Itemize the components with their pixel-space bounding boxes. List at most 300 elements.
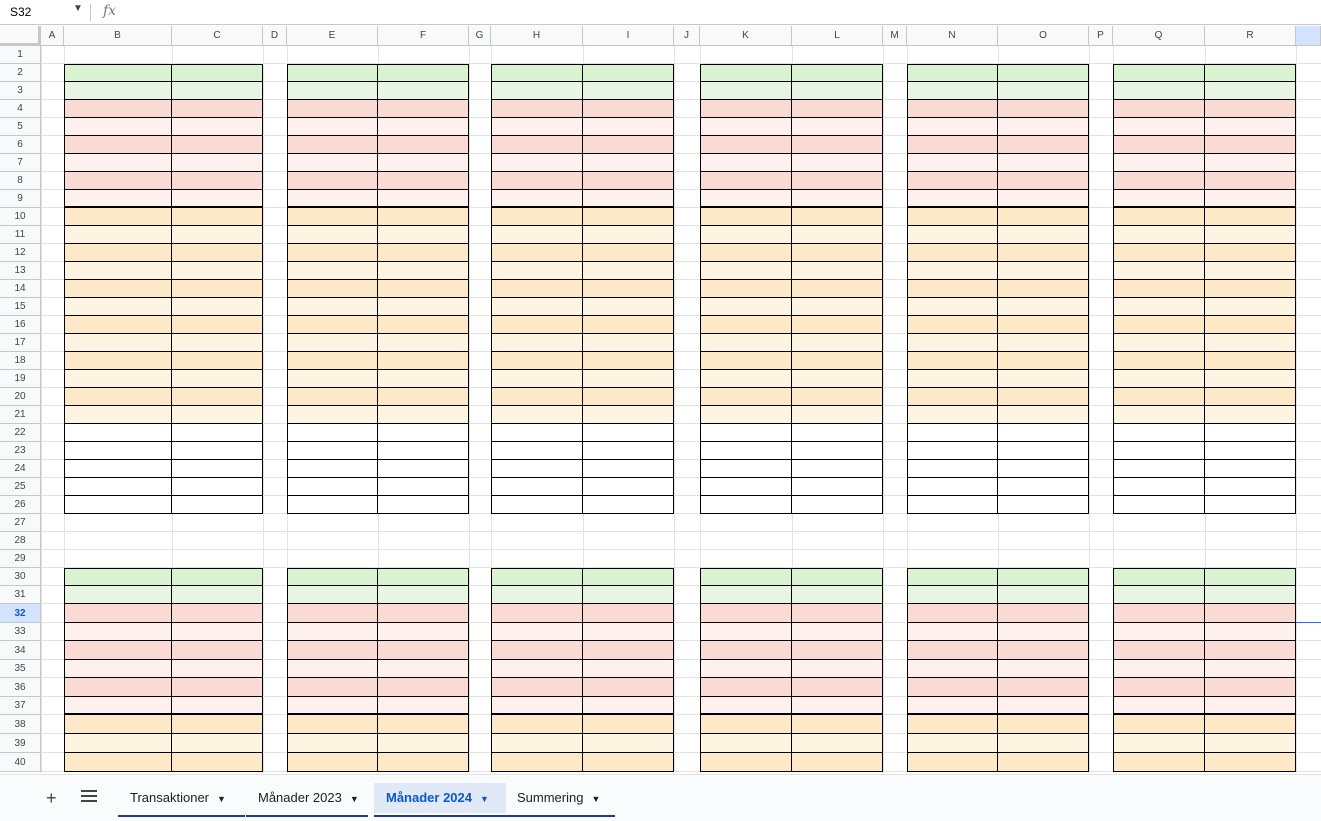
expense-label[interactable] <box>64 208 172 226</box>
row-header[interactable]: 3 <box>0 82 41 100</box>
expense-value[interactable] <box>583 136 674 154</box>
expense-value[interactable] <box>792 136 883 154</box>
expense-label[interactable] <box>287 82 378 100</box>
expense-label[interactable] <box>1113 172 1205 190</box>
expense-label[interactable] <box>1113 280 1205 298</box>
expense-label[interactable] <box>1113 753 1205 772</box>
expense-label[interactable] <box>287 388 378 406</box>
expense-value[interactable] <box>583 641 674 660</box>
expense-value[interactable] <box>583 82 674 100</box>
expense-value[interactable] <box>172 388 263 406</box>
expense-value[interactable] <box>583 190 674 208</box>
expense-value[interactable] <box>998 298 1089 316</box>
expense-value[interactable] <box>998 136 1089 154</box>
expense-label[interactable] <box>1113 136 1205 154</box>
expense-value[interactable] <box>583 715 674 734</box>
expense-label[interactable] <box>700 334 792 352</box>
summary-label[interactable] <box>700 496 792 514</box>
summary-value[interactable] <box>172 478 263 496</box>
expense-label[interactable] <box>64 280 172 298</box>
expense-value[interactable] <box>998 678 1089 697</box>
expense-value[interactable] <box>583 753 674 772</box>
expense-value[interactable] <box>1205 715 1296 734</box>
expense-value[interactable] <box>172 604 263 623</box>
expense-value[interactable] <box>378 172 469 190</box>
blank-cell[interactable] <box>907 424 998 442</box>
expense-value[interactable] <box>172 334 263 352</box>
expense-label[interactable] <box>907 334 998 352</box>
expense-value[interactable] <box>583 334 674 352</box>
expense-label[interactable] <box>1113 262 1205 280</box>
column-header[interactable]: L <box>792 26 883 46</box>
row-header[interactable]: 25 <box>0 478 41 496</box>
expense-value[interactable] <box>998 604 1089 623</box>
expense-value[interactable] <box>998 244 1089 262</box>
expense-label[interactable] <box>700 262 792 280</box>
expense-label[interactable] <box>1113 352 1205 370</box>
expense-label[interactable] <box>64 154 172 172</box>
expense-value[interactable] <box>792 226 883 244</box>
row-header[interactable]: 20 <box>0 388 41 406</box>
expense-value[interactable] <box>792 697 883 715</box>
summary-label[interactable] <box>700 478 792 496</box>
expense-label[interactable] <box>287 352 378 370</box>
expense-label[interactable] <box>64 352 172 370</box>
blank-cell[interactable] <box>792 424 883 442</box>
expense-label[interactable] <box>700 406 792 424</box>
column-header[interactable]: Q <box>1113 26 1205 46</box>
expense-label[interactable] <box>700 753 792 772</box>
expense-value[interactable] <box>172 190 263 208</box>
column-header[interactable]: H <box>491 26 583 46</box>
expense-value[interactable] <box>1205 734 1296 753</box>
expense-label[interactable] <box>1113 154 1205 172</box>
expense-value[interactable] <box>1205 316 1296 334</box>
expense-label[interactable] <box>700 697 792 715</box>
expense-label[interactable] <box>64 172 172 190</box>
expense-label[interactable] <box>491 697 583 715</box>
expense-label[interactable] <box>907 623 998 641</box>
expense-label[interactable] <box>1113 623 1205 641</box>
column-header[interactable]: I <box>583 26 674 46</box>
income-label[interactable] <box>64 568 172 586</box>
expense-label[interactable] <box>64 226 172 244</box>
row-header[interactable]: 1 <box>0 46 41 64</box>
expense-value[interactable] <box>998 388 1089 406</box>
row-header[interactable]: 39 <box>0 734 41 753</box>
expense-value[interactable] <box>172 660 263 678</box>
income-label[interactable] <box>287 568 378 586</box>
expense-value[interactable] <box>792 370 883 388</box>
expense-value[interactable] <box>378 715 469 734</box>
expense-label[interactable] <box>491 190 583 208</box>
expense-value[interactable] <box>583 280 674 298</box>
summary-label[interactable] <box>907 460 998 478</box>
income-label[interactable] <box>700 568 792 586</box>
expense-value[interactable] <box>378 406 469 424</box>
expense-value[interactable] <box>1205 280 1296 298</box>
expense-value[interactable] <box>583 226 674 244</box>
expense-value[interactable] <box>172 82 263 100</box>
income-value[interactable] <box>378 64 469 82</box>
summary-label[interactable] <box>700 442 792 460</box>
expense-label[interactable] <box>491 406 583 424</box>
blank-cell[interactable] <box>287 424 378 442</box>
expense-value[interactable] <box>1205 678 1296 697</box>
summary-label[interactable] <box>1113 496 1205 514</box>
expense-value[interactable] <box>378 136 469 154</box>
row-header[interactable]: 9 <box>0 190 41 208</box>
expense-value[interactable] <box>1205 352 1296 370</box>
expense-label[interactable] <box>64 734 172 753</box>
expense-value[interactable] <box>172 154 263 172</box>
expense-label[interactable] <box>907 586 998 604</box>
expense-label[interactable] <box>700 190 792 208</box>
expense-value[interactable] <box>583 678 674 697</box>
expense-value[interactable] <box>1205 623 1296 641</box>
summary-value[interactable] <box>792 496 883 514</box>
expense-label[interactable] <box>64 298 172 316</box>
column-header[interactable]: K <box>700 26 792 46</box>
summary-label[interactable] <box>491 442 583 460</box>
row-header[interactable]: 33 <box>0 623 41 641</box>
expense-label[interactable] <box>907 316 998 334</box>
income-label[interactable] <box>491 568 583 586</box>
expense-label[interactable] <box>907 352 998 370</box>
expense-label[interactable] <box>64 118 172 136</box>
expense-value[interactable] <box>792 406 883 424</box>
summary-label[interactable] <box>700 460 792 478</box>
expense-value[interactable] <box>998 316 1089 334</box>
expense-label[interactable] <box>287 697 378 715</box>
chevron-down-icon[interactable]: ▼ <box>349 794 359 804</box>
expense-value[interactable] <box>792 352 883 370</box>
expense-value[interactable] <box>378 118 469 136</box>
expense-value[interactable] <box>998 370 1089 388</box>
expense-value[interactable] <box>583 734 674 753</box>
expense-value[interactable] <box>583 586 674 604</box>
row-header[interactable]: 28 <box>0 532 41 550</box>
expense-value[interactable] <box>378 586 469 604</box>
expense-value[interactable] <box>378 660 469 678</box>
expense-label[interactable] <box>491 334 583 352</box>
summary-value[interactable] <box>792 478 883 496</box>
expense-label[interactable] <box>907 154 998 172</box>
expense-label[interactable] <box>700 660 792 678</box>
expense-label[interactable] <box>491 154 583 172</box>
expense-label[interactable] <box>64 604 172 623</box>
expense-label[interactable] <box>700 604 792 623</box>
expense-value[interactable] <box>583 100 674 118</box>
expense-value[interactable] <box>998 406 1089 424</box>
expense-value[interactable] <box>172 370 263 388</box>
expense-value[interactable] <box>998 586 1089 604</box>
income-value[interactable] <box>583 64 674 82</box>
summary-value[interactable] <box>998 496 1089 514</box>
expense-label[interactable] <box>64 316 172 334</box>
expense-label[interactable] <box>491 641 583 660</box>
expense-value[interactable] <box>792 388 883 406</box>
summary-label[interactable] <box>1113 460 1205 478</box>
expense-label[interactable] <box>287 623 378 641</box>
expense-label[interactable] <box>907 136 998 154</box>
expense-value[interactable] <box>792 623 883 641</box>
expense-label[interactable] <box>907 118 998 136</box>
expense-value[interactable] <box>378 82 469 100</box>
expense-label[interactable] <box>907 244 998 262</box>
expense-value[interactable] <box>172 100 263 118</box>
expense-label[interactable] <box>64 753 172 772</box>
expense-value[interactable] <box>998 715 1089 734</box>
summary-value[interactable] <box>792 442 883 460</box>
expense-label[interactable] <box>491 678 583 697</box>
expense-label[interactable] <box>907 734 998 753</box>
expense-value[interactable] <box>378 154 469 172</box>
expense-value[interactable] <box>172 641 263 660</box>
expense-label[interactable] <box>491 352 583 370</box>
expense-value[interactable] <box>1205 262 1296 280</box>
expense-value[interactable] <box>792 753 883 772</box>
row-header[interactable]: 18 <box>0 352 41 370</box>
row-header[interactable]: 17 <box>0 334 41 352</box>
expense-label[interactable] <box>1113 118 1205 136</box>
expense-value[interactable] <box>1205 334 1296 352</box>
expense-label[interactable] <box>287 262 378 280</box>
expense-value[interactable] <box>172 298 263 316</box>
expense-label[interactable] <box>287 208 378 226</box>
income-value[interactable] <box>1205 64 1296 82</box>
expense-value[interactable] <box>792 641 883 660</box>
expense-value[interactable] <box>792 334 883 352</box>
row-header[interactable]: 23 <box>0 442 41 460</box>
blank-cell[interactable] <box>378 424 469 442</box>
expense-label[interactable] <box>491 734 583 753</box>
expense-label[interactable] <box>700 244 792 262</box>
chevron-down-icon[interactable]: ▼ <box>73 3 83 14</box>
expense-value[interactable] <box>172 262 263 280</box>
expense-value[interactable] <box>792 244 883 262</box>
expense-label[interactable] <box>491 388 583 406</box>
income-label[interactable] <box>1113 568 1205 586</box>
expense-label[interactable] <box>64 715 172 734</box>
summary-value[interactable] <box>1205 478 1296 496</box>
expense-value[interactable] <box>998 641 1089 660</box>
expense-label[interactable] <box>907 190 998 208</box>
expense-label[interactable] <box>700 226 792 244</box>
row-header[interactable]: 13 <box>0 262 41 280</box>
expense-label[interactable] <box>64 388 172 406</box>
expense-label[interactable] <box>1113 208 1205 226</box>
expense-label[interactable] <box>907 641 998 660</box>
expense-value[interactable] <box>1205 154 1296 172</box>
row-header[interactable]: 6 <box>0 136 41 154</box>
name-box[interactable]: S32 <box>10 5 32 19</box>
income-label[interactable] <box>907 64 998 82</box>
expense-value[interactable] <box>378 623 469 641</box>
expense-label[interactable] <box>700 352 792 370</box>
expense-label[interactable] <box>700 715 792 734</box>
row-header[interactable]: 34 <box>0 641 41 660</box>
summary-label[interactable] <box>907 442 998 460</box>
blank-cell[interactable] <box>1205 424 1296 442</box>
expense-label[interactable] <box>700 623 792 641</box>
expense-label[interactable] <box>907 208 998 226</box>
expense-value[interactable] <box>1205 753 1296 772</box>
expense-label[interactable] <box>1113 226 1205 244</box>
expense-label[interactable] <box>907 388 998 406</box>
expense-label[interactable] <box>287 298 378 316</box>
expense-label[interactable] <box>700 388 792 406</box>
summary-value[interactable] <box>1205 442 1296 460</box>
blank-cell[interactable] <box>583 424 674 442</box>
expense-label[interactable] <box>1113 406 1205 424</box>
row-header[interactable]: 27 <box>0 514 41 532</box>
expense-label[interactable] <box>1113 82 1205 100</box>
expense-value[interactable] <box>792 715 883 734</box>
expense-value[interactable] <box>998 334 1089 352</box>
summary-label[interactable] <box>64 478 172 496</box>
expense-value[interactable] <box>792 172 883 190</box>
expense-label[interactable] <box>1113 604 1205 623</box>
expense-label[interactable] <box>907 226 998 244</box>
row-header[interactable]: 15 <box>0 298 41 316</box>
expense-value[interactable] <box>998 190 1089 208</box>
chevron-down-icon[interactable]: ▼ <box>217 794 226 804</box>
expense-label[interactable] <box>287 280 378 298</box>
income-value[interactable] <box>1205 568 1296 586</box>
summary-label[interactable] <box>907 496 998 514</box>
expense-label[interactable] <box>287 172 378 190</box>
income-value[interactable] <box>998 64 1089 82</box>
income-label[interactable] <box>64 64 172 82</box>
summary-label[interactable] <box>491 460 583 478</box>
expense-value[interactable] <box>172 753 263 772</box>
expense-label[interactable] <box>491 136 583 154</box>
income-value[interactable] <box>583 568 674 586</box>
expense-value[interactable] <box>378 697 469 715</box>
expense-value[interactable] <box>378 734 469 753</box>
column-header[interactable]: E <box>287 26 378 46</box>
expense-label[interactable] <box>491 172 583 190</box>
income-value[interactable] <box>792 64 883 82</box>
summary-label[interactable] <box>1113 442 1205 460</box>
row-header[interactable]: 7 <box>0 154 41 172</box>
expense-label[interactable] <box>64 136 172 154</box>
row-header[interactable]: 4 <box>0 100 41 118</box>
income-value[interactable] <box>172 568 263 586</box>
summary-label[interactable] <box>287 496 378 514</box>
select-all-corner[interactable] <box>0 26 41 46</box>
expense-label[interactable] <box>700 136 792 154</box>
summary-value[interactable] <box>172 496 263 514</box>
blank-cell[interactable] <box>1113 424 1205 442</box>
column-header[interactable]: M <box>883 26 907 46</box>
expense-value[interactable] <box>998 226 1089 244</box>
row-header[interactable]: 21 <box>0 406 41 424</box>
column-header[interactable]: N <box>907 26 998 46</box>
expense-value[interactable] <box>172 715 263 734</box>
expense-value[interactable] <box>792 262 883 280</box>
expense-value[interactable] <box>378 388 469 406</box>
expense-value[interactable] <box>172 316 263 334</box>
expense-value[interactable] <box>583 118 674 136</box>
expense-value[interactable] <box>172 586 263 604</box>
expense-label[interactable] <box>287 226 378 244</box>
expense-label[interactable] <box>700 154 792 172</box>
expense-value[interactable] <box>792 316 883 334</box>
summary-label[interactable] <box>64 460 172 478</box>
expense-value[interactable] <box>792 678 883 697</box>
expense-label[interactable] <box>700 172 792 190</box>
expense-value[interactable] <box>792 208 883 226</box>
expense-label[interactable] <box>700 298 792 316</box>
column-header[interactable]: C <box>172 26 263 46</box>
summary-value[interactable] <box>792 460 883 478</box>
summary-label[interactable] <box>1113 478 1205 496</box>
expense-value[interactable] <box>583 388 674 406</box>
expense-value[interactable] <box>1205 388 1296 406</box>
expense-label[interactable] <box>287 316 378 334</box>
expense-value[interactable] <box>1205 406 1296 424</box>
expense-label[interactable] <box>64 334 172 352</box>
expense-label[interactable] <box>287 244 378 262</box>
expense-label[interactable] <box>700 370 792 388</box>
expense-label[interactable] <box>1113 715 1205 734</box>
all-sheets-menu-icon[interactable] <box>81 790 97 805</box>
expense-label[interactable] <box>491 370 583 388</box>
expense-value[interactable] <box>378 753 469 772</box>
add-sheet-button[interactable]: + <box>46 788 57 808</box>
expense-label[interactable] <box>64 262 172 280</box>
row-header[interactable]: 24 <box>0 460 41 478</box>
income-label[interactable] <box>907 568 998 586</box>
expense-label[interactable] <box>700 100 792 118</box>
expense-value[interactable] <box>378 604 469 623</box>
expense-label[interactable] <box>907 660 998 678</box>
expense-label[interactable] <box>287 154 378 172</box>
row-header[interactable]: 37 <box>0 697 41 715</box>
expense-label[interactable] <box>287 406 378 424</box>
expense-value[interactable] <box>172 244 263 262</box>
expense-value[interactable] <box>583 660 674 678</box>
expense-label[interactable] <box>1113 660 1205 678</box>
expense-value[interactable] <box>172 208 263 226</box>
income-label[interactable] <box>700 64 792 82</box>
expense-value[interactable] <box>378 190 469 208</box>
expense-value[interactable] <box>792 298 883 316</box>
summary-value[interactable] <box>1205 496 1296 514</box>
expense-label[interactable] <box>907 370 998 388</box>
blank-cell[interactable] <box>491 424 583 442</box>
expense-value[interactable] <box>583 298 674 316</box>
column-header[interactable]: D <box>263 26 287 46</box>
expense-value[interactable] <box>172 406 263 424</box>
expense-label[interactable] <box>491 244 583 262</box>
expense-label[interactable] <box>287 604 378 623</box>
summary-label[interactable] <box>64 442 172 460</box>
column-header[interactable]: A <box>41 26 64 46</box>
expense-value[interactable] <box>172 623 263 641</box>
expense-value[interactable] <box>792 118 883 136</box>
row-header[interactable]: 32 <box>0 604 41 623</box>
summary-value[interactable] <box>583 478 674 496</box>
column-header[interactable]: G <box>469 26 491 46</box>
expense-label[interactable] <box>700 734 792 753</box>
expense-label[interactable] <box>907 715 998 734</box>
expense-value[interactable] <box>583 623 674 641</box>
expense-value[interactable] <box>792 190 883 208</box>
expense-label[interactable] <box>287 678 378 697</box>
